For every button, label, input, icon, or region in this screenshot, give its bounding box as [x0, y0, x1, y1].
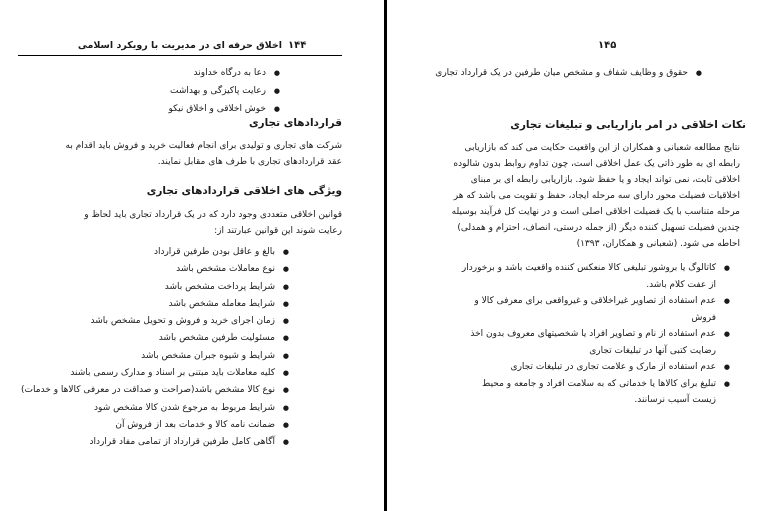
section-heading: نکات اخلاقی در امر بازاریابی و تبلیغات تجاری — [510, 119, 746, 131]
list-item-line: فروش — [691, 312, 716, 323]
list-item — [450, 326, 730, 359]
list-item: ● حقوق و وظایف شفاف و مشخص میان طرفین در یک قرارداد تجاری — [442, 65, 702, 81]
header-rule — [18, 55, 342, 56]
paragraph-line: قوانین اخلاقی متعددی وجود دارد که در یک قرارداد تجاری باید لحاظ و — [84, 210, 342, 220]
list-item: ● شرایط معامله مشخص باشد — [29, 296, 289, 313]
right-page — [387, 0, 768, 511]
list-item-line: ● عدم استفاده از مارک و علامت تجاری در تبلیغات تجاری — [510, 362, 716, 372]
list-item-line: رضایت کتبی آنها در تبلیغات تجاری — [589, 345, 716, 356]
list-item-line: ● کاتالوگ یا بروشور تبلیغی کالا منعکس کننده واقعیت باشد و برخوردار — [461, 263, 716, 273]
paragraph-line: نتایج مطالعه شعبانی و همکاران از این واقعیت حکایت می کند که بازاریابی — [464, 143, 740, 153]
list-item: ● شرایط و شیوه جبران مشخص باشد — [29, 348, 289, 365]
list-item: ● نوع معاملات مشخص باشد — [29, 261, 289, 278]
page-number: ۱۴۴ — [288, 40, 307, 51]
top-bullet-list — [435, 65, 702, 81]
section-heading: قراردادهای تجاری — [248, 117, 342, 129]
list-item: ● بالغ و عاقل بودن طرفین قرارداد — [29, 244, 289, 261]
list-item: ● زمان اجرای خرید و فروش و تحویل مشخص باشد — [29, 313, 289, 330]
list-item-line: ● عدم استفاده از تصاویر غیراخلاقی و غیرواقعی برای معرفی کالا و — [474, 296, 716, 306]
list-item — [450, 260, 730, 293]
contract-features-list — [21, 244, 289, 452]
running-header-title: اخلاق حرفه ای در مدیریت با رویکرد اسلامی — [77, 40, 282, 51]
paragraph-line: مرحله متناسب با یک فضیلت اخلاقی اصلی است و در نهایت کل فرآیند بوسیله — [451, 207, 740, 217]
list-item — [450, 376, 730, 409]
list-item — [450, 359, 730, 376]
top-bullet-list — [80, 64, 280, 118]
list-item: ● رعایت پاکیزگی و بهداشت — [80, 82, 280, 100]
list-item: ● نوع کالا مشخص باشد(صراحت و صداقت در معرفی کالاها و خدمات) — [29, 382, 289, 399]
paragraph-line: احاطه می شود. (شعبانی و همکاران، ۱۳۹۳) — [576, 239, 740, 249]
list-item-line: ● تبلیغ برای کالاها یا خدماتی که به سلامت افراد و جامعه و محیط — [482, 378, 716, 389]
list-item: ● شرایط مربوط به مرجوع شدن کالا مشخص شود — [29, 400, 289, 417]
list-item: ● شرایط پرداخت مشخص باشد — [29, 279, 289, 296]
section-paragraph — [450, 140, 740, 252]
page-number: ۱۴۵ — [598, 40, 617, 51]
paragraph-line: رابطه ای به طور ذاتی یک عمل اخلاقی است، چون تداوم روابط بدون شالوده — [453, 159, 740, 169]
list-item-line: زیست آسیب نرسانند. — [634, 395, 716, 405]
list-item: ● ضمانت نامه کالا و خدمات بعد از فروش آن — [29, 417, 289, 434]
section-heading: ویژگی های اخلاقی قراردادهای تجاری — [146, 185, 342, 197]
list-item: ● خوش اخلاقی و اخلاق نیکو — [80, 100, 280, 118]
paragraph-line: رعایت شوند این قوانین عبارتند از: — [214, 226, 342, 236]
list-item — [450, 293, 730, 326]
list-item-line: ● عدم استفاده از نام و تصاویر افراد یا شخصیتهای معروف بدون اخذ — [470, 329, 716, 339]
list-item: ● مسئولیت طرفین مشخص باشد — [29, 330, 289, 347]
list-item-line: از عفت کلام باشد. — [646, 279, 716, 290]
marketing-ethics-list — [450, 260, 730, 409]
list-item: ● دعا به درگاه خداوند — [80, 64, 280, 82]
paragraph-line: اخلاقیات فضیلت محور دارای سه مرحله ایجاد، حفظ و تقویت می باشد که هر — [453, 191, 740, 201]
paragraph-line: عقد قراردادهای تجاری با طرف های مقابل نمایند. — [157, 157, 342, 167]
section-paragraph — [38, 138, 342, 170]
list-item: ● کلیه معاملات باید مبتنی بر اسناد و مدارک رسمی باشند — [29, 365, 289, 382]
section-paragraph — [38, 207, 342, 239]
paragraph-line: اخلاقی ثابت، نمی تواند ایجاد و یا حفظ شود. بازاریابی رابطه ای بر مبنای — [470, 175, 740, 185]
list-item: ● آگاهی کامل طرفین قرارداد از تمامی مفاد قرارداد — [29, 434, 289, 451]
paragraph-line: شرکت های تجاری و تولیدی برای انجام فعالیت خرید و فروش باید اقدام به — [65, 141, 342, 151]
paragraph-line: چندین فضیلت تسهیل کننده دیگر (از جمله درستی، انصاف، احترام و همدلی) — [457, 223, 740, 233]
